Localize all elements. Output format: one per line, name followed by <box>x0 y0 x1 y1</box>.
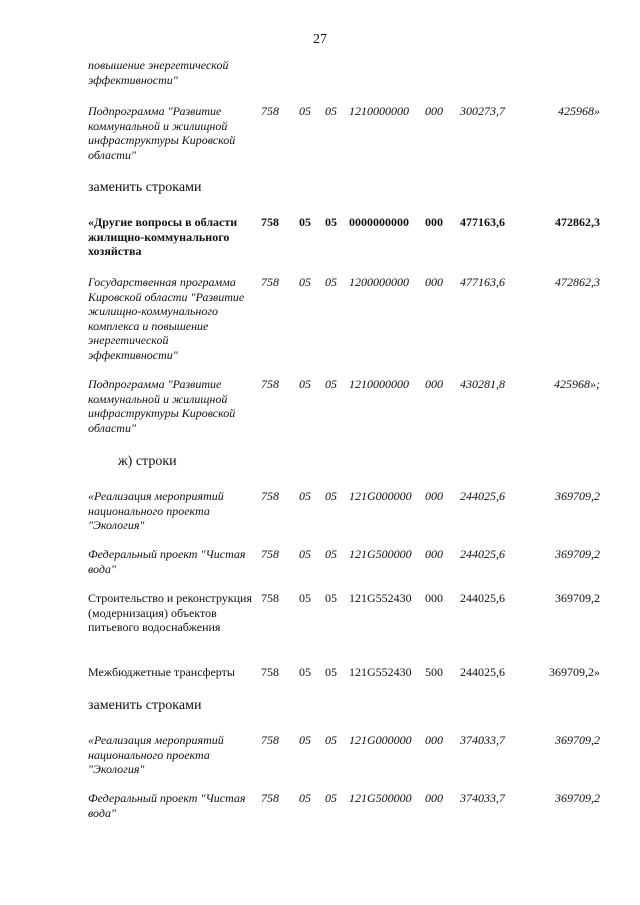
row-target-article: 121G552430 <box>349 665 412 679</box>
row-subsection: 05 <box>325 547 337 561</box>
row-section: 05 <box>299 215 311 229</box>
row-section: 05 <box>299 104 311 118</box>
row-expense-type: 000 <box>425 215 443 229</box>
row-name: Федеральный проект "Чистая вода" <box>88 791 246 820</box>
row-section: 05 <box>299 547 311 561</box>
row-name: Государственная программа Кировской области "Развитие жилищно-коммунального комплекса и повышение энергетической эффективности" <box>88 275 245 362</box>
section-heading-replace: заменить строками <box>88 180 202 195</box>
row-name: Межбюджетные трансферты <box>88 665 235 679</box>
row-target-article: 1210000000 <box>349 104 409 118</box>
row-target-article: 0000000000 <box>349 215 409 229</box>
row-sum-2: 472862,3 <box>555 275 600 289</box>
row-expense-type: 000 <box>425 377 443 391</box>
row-grbs: 758 <box>261 591 279 605</box>
row-section: 05 <box>299 733 311 747</box>
row-sum-1: 300273,7 <box>460 104 505 118</box>
row-expense-type: 000 <box>425 791 443 805</box>
row-sum-1: 374033,7 <box>460 733 505 747</box>
row-grbs: 758 <box>261 377 279 391</box>
row-sum-2: 425968»; <box>554 377 600 391</box>
row-expense-type: 500 <box>425 665 443 679</box>
row-grbs: 758 <box>261 275 279 289</box>
section-heading-replace-2: заменить строками <box>88 698 202 713</box>
row-target-article: 121G000000 <box>349 489 412 503</box>
row-subsection: 05 <box>325 377 337 391</box>
row-sum-2: 472862,3 <box>555 215 600 229</box>
row-sum-1: 244025,6 <box>460 591 505 605</box>
row-expense-type: 000 <box>425 275 443 289</box>
section-heading-rows: ж) строки <box>118 454 177 469</box>
row-grbs: 758 <box>261 104 279 118</box>
row-sum-1: 374033,7 <box>460 791 505 805</box>
row-sum-1: 430281,8 <box>460 377 505 391</box>
row-subsection: 05 <box>325 104 337 118</box>
row-sum-2: 369709,2 <box>555 591 600 605</box>
row-sum-2: 369709,2 <box>555 489 600 503</box>
row-expense-type: 000 <box>425 591 443 605</box>
row-name: повышение энергетической эффективности" <box>88 58 229 87</box>
row-target-article: 121G552430 <box>349 591 412 605</box>
row-sum-2: 369709,2 <box>555 733 600 747</box>
row-target-article: 1210000000 <box>349 377 409 391</box>
row-section: 05 <box>299 591 311 605</box>
row-grbs: 758 <box>261 489 279 503</box>
row-name: Подпрограмма "Развитие коммунальной и жилищной инфраструктуры Кировской области" <box>88 104 236 162</box>
row-grbs: 758 <box>261 547 279 561</box>
row-sum-1: 244025,6 <box>460 665 505 679</box>
row-target-article: 121G500000 <box>349 547 412 561</box>
row-sum-1: 477163,6 <box>460 215 505 229</box>
row-subsection: 05 <box>325 665 337 679</box>
row-target-article: 121G000000 <box>349 733 412 747</box>
row-target-article: 121G500000 <box>349 791 412 805</box>
row-section: 05 <box>299 377 311 391</box>
row-name: «Другие вопросы в области жилищно-коммунального хозяйства <box>88 215 238 258</box>
row-sum-2: 369709,2 <box>555 547 600 561</box>
row-name: Федеральный проект "Чистая вода" <box>88 547 246 576</box>
row-grbs: 758 <box>261 791 279 805</box>
row-sum-1: 477163,6 <box>460 275 505 289</box>
row-target-article: 1200000000 <box>349 275 409 289</box>
row-expense-type: 000 <box>425 547 443 561</box>
page-number: 27 <box>313 32 327 47</box>
row-subsection: 05 <box>325 591 337 605</box>
row-sum-2: 369709,2» <box>549 665 600 679</box>
row-grbs: 758 <box>261 215 279 229</box>
row-section: 05 <box>299 489 311 503</box>
row-section: 05 <box>299 791 311 805</box>
row-name: Подпрограмма "Развитие коммунальной и жилищной инфраструктуры Кировской области" <box>88 377 236 435</box>
row-grbs: 758 <box>261 665 279 679</box>
row-sum-2: 425968» <box>558 104 600 118</box>
row-sum-1: 244025,6 <box>460 489 505 503</box>
row-expense-type: 000 <box>425 489 443 503</box>
row-subsection: 05 <box>325 489 337 503</box>
row-subsection: 05 <box>325 215 337 229</box>
row-sum-1: 244025,6 <box>460 547 505 561</box>
row-name: Строительство и реконструкция (модернизация) объектов питьевого водоснабжения <box>88 591 252 634</box>
row-section: 05 <box>299 665 311 679</box>
row-name: «Реализация мероприятий национального проекта "Экология" <box>88 489 224 532</box>
row-name: «Реализация мероприятий национального проекта "Экология" <box>88 733 224 776</box>
row-subsection: 05 <box>325 733 337 747</box>
row-grbs: 758 <box>261 733 279 747</box>
row-subsection: 05 <box>325 791 337 805</box>
row-expense-type: 000 <box>425 104 443 118</box>
row-sum-2: 369709,2 <box>555 791 600 805</box>
row-subsection: 05 <box>325 275 337 289</box>
row-expense-type: 000 <box>425 733 443 747</box>
row-section: 05 <box>299 275 311 289</box>
